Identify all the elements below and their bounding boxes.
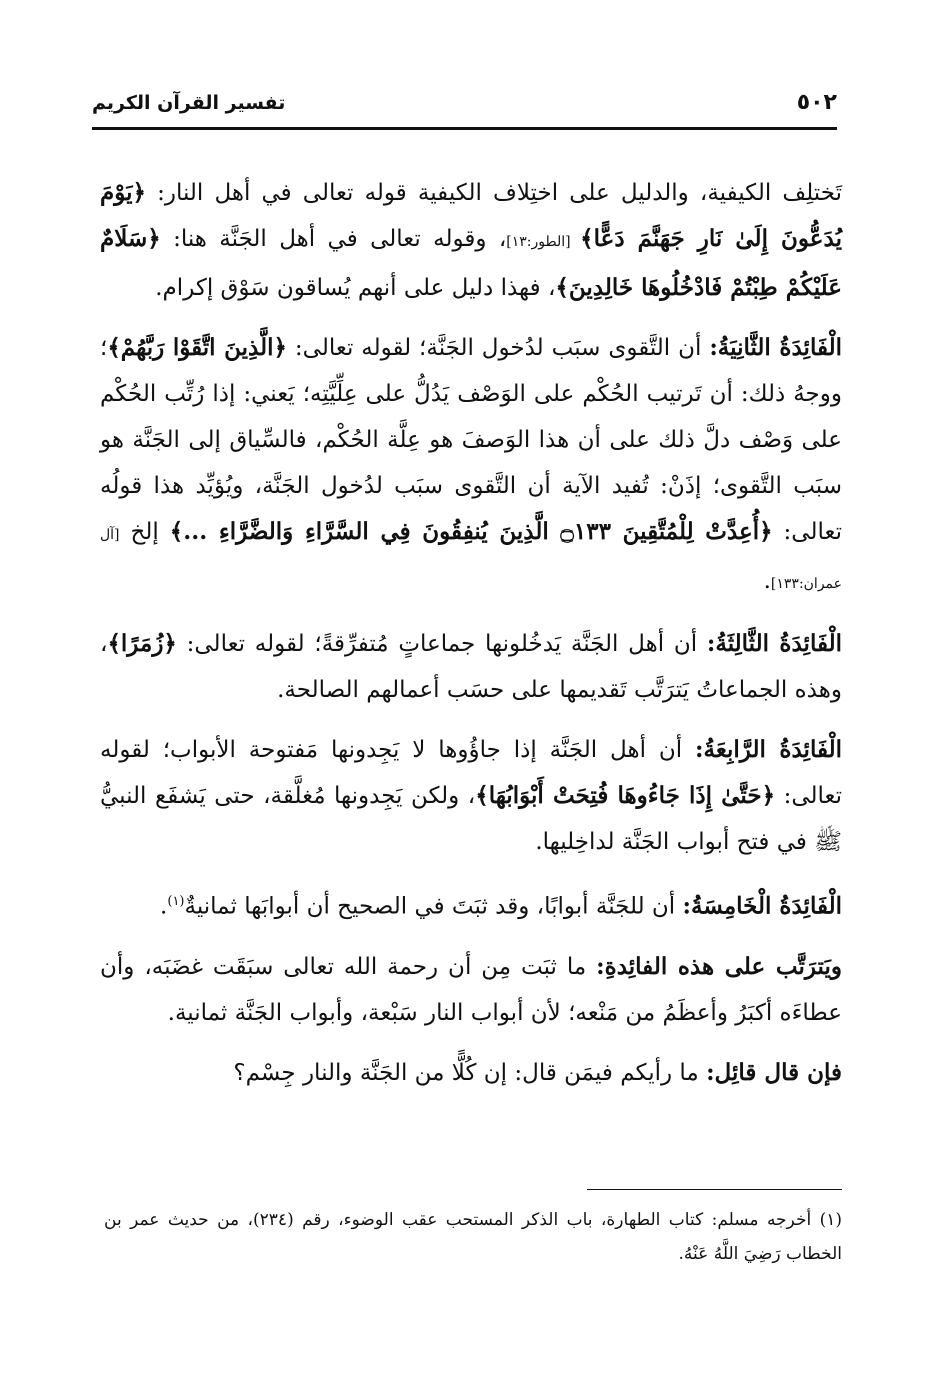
text-run: ، ولكن يَجِدونها مُغلَّقة، حتى يَشفَع النبيُّ ﷺ في فتح أبواب الجَنَّة لداخِليها. xyxy=(100,783,842,855)
book-title: تفسير القرآن الكريم xyxy=(92,92,286,114)
question-heading: فإن قال قائِل: xyxy=(706,1058,842,1086)
benefit-heading: الْفَائِدَةُ الثَّالِثَةُ: xyxy=(706,630,842,657)
text-run: إلخ xyxy=(119,519,170,545)
text-run: ، وهذه الجماعاتُ يَترَتَّب تَقديمها على حسَب أعمالهم الصالحة. xyxy=(100,631,842,703)
quran-verse: ﴿الَّذِينَ اتَّقَوْا رَبَّهُمْ﴾ xyxy=(107,334,287,361)
benefit-heading: الْفَائِدَةُ الثَّانِيَةُ: xyxy=(709,334,843,361)
footnote-text: (١) أخرجه مسلم: كتاب الطهارة، باب الذكر المستحب عقب الوضوء، رقم (٢٣٤)، من حديث عمر بن الخطاب رَضِيَ اللَّهُ عَنْهُ. xyxy=(104,1210,842,1264)
paragraph-4 xyxy=(100,727,842,865)
text-run: . xyxy=(763,568,771,594)
quran-verse: ﴿أُعِدَّتْ لِلْمُتَّقِينَ ۝١٣٣ الَّذِينَ يُنفِقُونَ فِي السَّرَّاءِ وَالضَّرَّاءِ ...﴾ xyxy=(169,518,773,545)
text-run: ، وقوله تعالى في أهل الجَنَّة هنا: xyxy=(160,226,507,252)
verse-reference: [الطور:١٣] xyxy=(506,234,581,250)
section-heading: ويَترَتَّب على هذه الفائِدةِ: xyxy=(596,952,842,980)
text-run: ؛ ووجهُ ذلك: أن تَرتيب الحُكْم على الوَصْف يَدُلُّ على عِلِّيَّتِه؛ يَعني: إذا رُتِّب الحُكْم على وَصْف دلَّ ذلك على أن هذا الوَصفَ هو عِلَّة الحُكْم، فالسِّياق إلى الجَنَّة هو سبَب التَّقوى؛ إذَنْ: تُفيد الآية أن التَّقوى سبَب لدُخول الجَنَّة، ويُؤيِّد هذا قولُه تعالى: xyxy=(100,335,842,545)
quran-verse: ﴿حَتَّىٰ إِذَا جَاءُوهَا فُتِحَتْ أَبْوَابُهَا﴾ xyxy=(475,782,776,809)
footnote-reference[interactable]: (١) xyxy=(167,894,185,909)
header-divider xyxy=(92,127,837,130)
text-run: ما ثبَت مِن أن رحمة الله تعالى سبَقَت غضَبَه، وأن عطاءَه أكبَرُ وأعظَمُ من مَنْعه؛ لأن أبواب النار سَبْعة، وأبواب الجَنَّة ثمانية. xyxy=(100,953,842,1026)
paragraph-7 xyxy=(100,1050,842,1096)
footnote-divider xyxy=(587,1189,842,1190)
paragraph-2 xyxy=(100,325,842,607)
paragraph-6 xyxy=(100,944,842,1036)
quran-verse: ﴿يَوْمَ يُدَعُّونَ إِلَىٰ نَارِ جَهَنَّمَ دَعًّا﴾ xyxy=(100,179,843,252)
text-run: ما رأيكم فيمَن قال: إن كُلًّا من الجَنَّة والنار جِسْم؟ xyxy=(233,1059,707,1086)
benefit-heading: الْفَائِدَةُ الْخَامِسَةُ: xyxy=(682,892,842,920)
benefit-heading: الْفَائِدَةُ الرَّابِعَةُ: xyxy=(695,736,842,763)
paragraph-5 xyxy=(100,879,842,930)
paragraph-3 xyxy=(100,621,842,713)
text-run: ، فهذا دليل على أنهم يُساقون سَوْق إكرام. xyxy=(155,275,556,301)
quran-verse: ﴿سَلَامٌ عَلَيْكُمْ طِبْتُمْ فَادْخُلُوهَا خَالِدِينَ﴾ xyxy=(100,225,842,301)
text-run: تَختلِف الكيفية، والدليل على اختِلاف الكيفية قوله تعالى في أهل النار: xyxy=(146,180,842,206)
text-run: أن أهل الجَنَّة إذا جاؤُوها لا يَجِدونها مَفتوحة الأبواب؛ لقوله تعالى: xyxy=(100,737,843,809)
main-text xyxy=(100,170,842,1110)
page-header xyxy=(92,90,837,126)
footnote xyxy=(104,1203,842,1271)
text-run: أن للجَنَّة أبوابًا، وقد ثبَتَ في الصحيح أن أبوابَها ثمانيةٌ xyxy=(184,893,683,920)
verse-reference: [آل عمران:١٣٣] xyxy=(100,527,842,592)
text-run: . xyxy=(160,893,168,920)
quran-verse: ﴿زُمَرًا﴾ xyxy=(107,630,177,657)
page-number: ٥٠٢ xyxy=(796,90,837,115)
text-run: أن التَّقوى سبَب لدُخول الجَنَّة؛ لقوله تعالى: xyxy=(287,335,710,361)
text-run: أن أهل الجَنَّة يَدخُلونها جماعاتٍ مُتفرِّقةً؛ لقوله تعالى: xyxy=(176,631,707,657)
paragraph-1 xyxy=(100,170,842,311)
